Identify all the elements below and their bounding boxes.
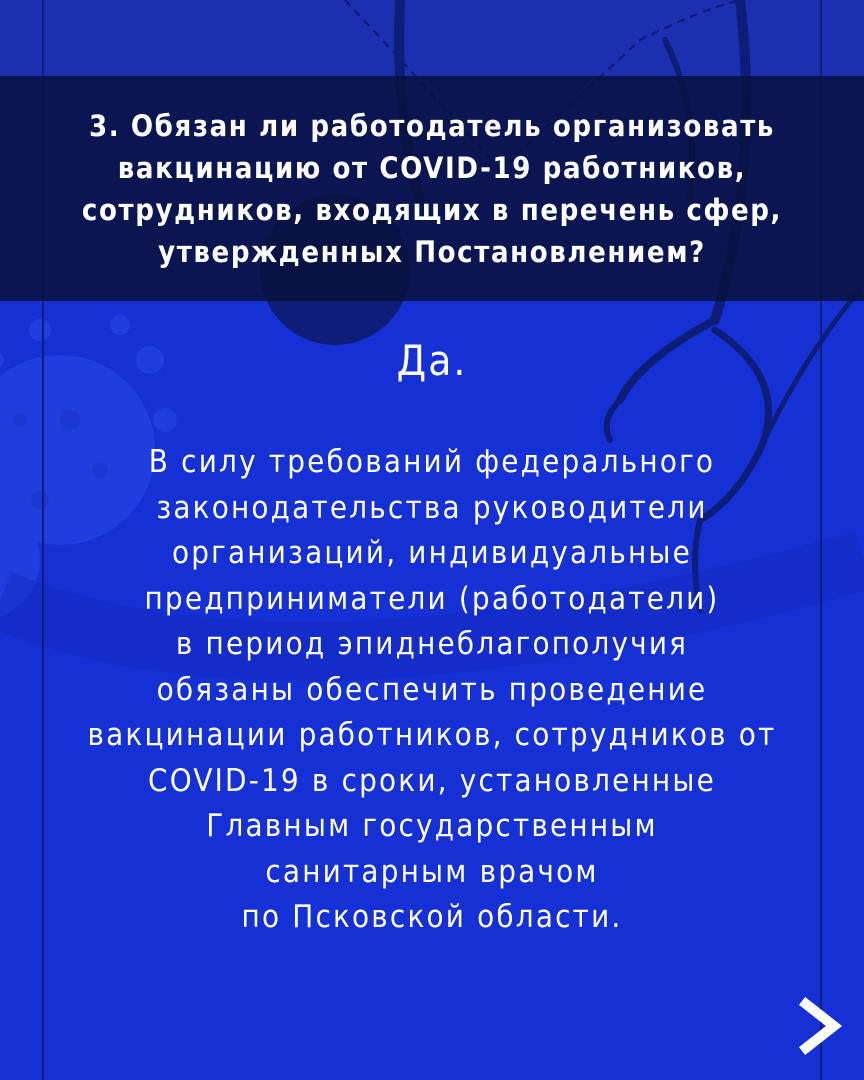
question-banner xyxy=(0,76,864,301)
question-line: 3. Обязан ли работодатель организовать xyxy=(88,108,776,143)
question-heading xyxy=(82,105,782,273)
answer-body xyxy=(40,440,824,941)
body-line: по Псковской области. xyxy=(241,899,623,935)
question-line: утвержденных Постановлением? xyxy=(158,234,706,269)
chevron-right-icon xyxy=(796,996,846,1056)
question-line: сотрудников, входящих в перечень сфер, xyxy=(81,192,783,227)
body-line: обязаны обеспечить проведение xyxy=(156,671,708,708)
header-illustration-area xyxy=(0,0,864,80)
next-slide-button[interactable] xyxy=(796,996,846,1056)
body-line: вакцинации работников, сотрудников от xyxy=(87,717,777,753)
body-line: предприниматели (работодатели) xyxy=(144,580,720,617)
answer-heading: Да. xyxy=(396,336,468,385)
question-line: вакцинацию от COVID-19 работников, xyxy=(117,150,747,185)
body-line: организаций, индивидуальные xyxy=(171,535,692,571)
body-line: санитарным врачом xyxy=(265,853,599,890)
body-line: В силу требований федерального xyxy=(148,444,716,480)
body-line: в период эпиднеблагополучия xyxy=(175,626,689,662)
body-line: Главным государственным xyxy=(206,808,658,844)
body-line: COVID-19 в сроки, установленные xyxy=(148,762,716,799)
body-line: законодательства руководители xyxy=(156,489,708,526)
